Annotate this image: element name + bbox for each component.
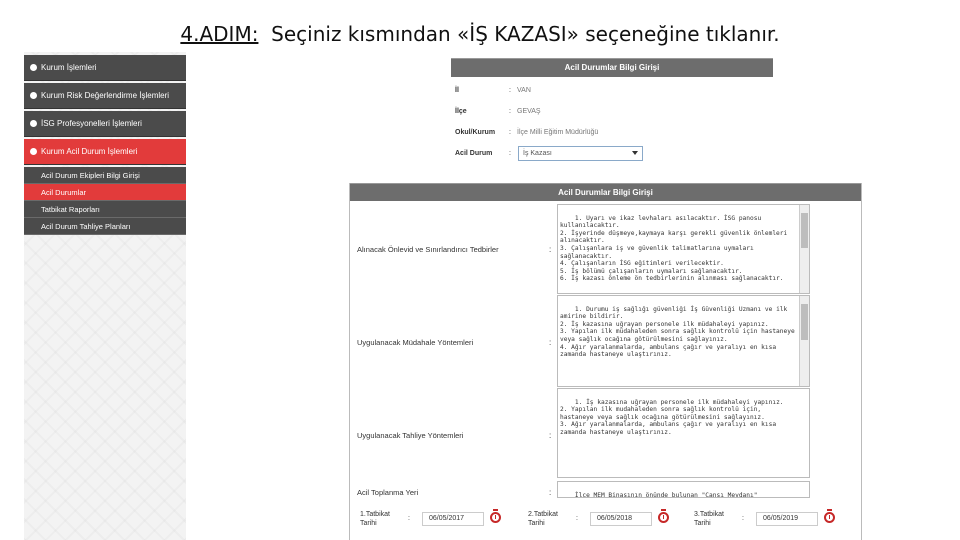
clock-icon[interactable] xyxy=(658,512,669,523)
field-value: VAN xyxy=(517,87,531,94)
sidebar-item-label: İSG Profesyonelleri İşlemleri xyxy=(41,119,142,128)
clock-icon[interactable] xyxy=(824,512,835,523)
drill-date-input[interactable]: 06/05/2018 xyxy=(590,512,652,526)
submenu-label: Tatbikat Raporları xyxy=(41,204,100,214)
drill-label-line1: 3.Tatbikat xyxy=(694,511,724,518)
measures-label: Alınacak Önlevid ve Sınırlandırıcı Tedbirler xyxy=(357,245,499,254)
panel-header: Acil Durumlar Bilgi Girişi xyxy=(350,183,861,201)
minus-circle-icon xyxy=(30,148,37,155)
field-acil-durum xyxy=(451,144,773,165)
sidebar-item-acil-durum[interactable] xyxy=(24,139,186,165)
field-okul-kurum xyxy=(451,123,773,144)
colon: : xyxy=(509,150,511,157)
scrollbar[interactable] xyxy=(799,205,809,293)
drill-label-line2: Tarihi xyxy=(360,520,377,527)
measures-textarea[interactable] xyxy=(557,204,810,294)
step-instruction: Seçiniz kısmından «İŞ KAZASI» seçeneğine tıklanır. xyxy=(271,22,780,46)
drill-label-line1: 2.Tatbikat xyxy=(528,511,558,518)
textarea-content: İlçe MEM Binasının önünde bulunan "Cansı Meydanı" xyxy=(574,491,758,498)
drill-date-input[interactable]: 06/05/2017 xyxy=(422,512,484,526)
field-label: Okul/Kurum xyxy=(455,129,496,136)
drill-label-line1: 1.Tatbikat xyxy=(360,511,390,518)
sidebar-item-label: Kurum Risk Değerlendirme İşlemleri xyxy=(41,91,170,100)
submenu-item-tatbikat[interactable] xyxy=(24,201,186,218)
textarea-content: 1. Durumu iş sağlığı güvenliği İş Güvenliği Uzmanı ve ilk amirine bildirir. 2. İş kazasına uğrayan personele ilk müdahaleyi yapınız. 3. Yapılan ilk müdahaleden sonra sağlık kontrolü için hastaneye veya sağlık ocağına götürülmesini sağlayınız. 4. Ağır yaralanmalarda, ambulans çağır ve yaralıyı en kısa zamanda hastaneye ulaştırınız. xyxy=(560,305,795,359)
intervention-textarea[interactable] xyxy=(557,295,810,387)
slide-title xyxy=(0,22,960,46)
sidebar-item-isg[interactable] xyxy=(24,111,186,137)
colon: : xyxy=(509,108,511,115)
emergency-info-form-bottom xyxy=(349,183,862,540)
colon: : xyxy=(742,515,744,522)
submenu-label: Acil Durumlar xyxy=(41,187,87,197)
submenu-item-tahliye[interactable] xyxy=(24,218,186,235)
submenu-label: Acil Durum Tahliye Planları xyxy=(41,221,131,231)
colon: : xyxy=(549,338,552,347)
colon: : xyxy=(576,515,578,522)
submenu-item-acil-durumlar[interactable] xyxy=(24,184,186,201)
drill-label-line2: Tarihi xyxy=(694,520,711,527)
step-label: 4.ADIM: xyxy=(180,22,259,46)
assembly-label: Acil Toplanma Yeri xyxy=(357,488,419,497)
assembly-textarea[interactable] xyxy=(557,481,810,498)
field-label: Acil Durum xyxy=(455,150,493,157)
scrollbar-thumb[interactable] xyxy=(801,213,808,248)
plus-circle-icon xyxy=(30,92,37,99)
colon: : xyxy=(509,129,511,136)
scrollbar[interactable] xyxy=(799,296,809,386)
submenu-item-ekipler[interactable] xyxy=(24,167,186,184)
sidebar-item-label: Kurum Acil Durum İşlemleri xyxy=(41,147,138,156)
drill-label-line2: Tarihi xyxy=(528,520,545,527)
sidebar-item-risk[interactable] xyxy=(24,83,186,109)
evacuation-label: Uygulanacak Tahliye Yöntemleri xyxy=(357,431,464,440)
evacuation-textarea[interactable] xyxy=(557,388,810,478)
colon: : xyxy=(549,431,552,440)
sidebar xyxy=(24,52,186,235)
select-value: İş Kazası xyxy=(523,150,552,157)
drill-date-input[interactable]: 06/05/2019 xyxy=(756,512,818,526)
textarea-content: 1. Uyarı ve ikaz levhaları asılacaktır. İSG panosu kullanılacaktır. 2. İşyerinde düşmeye,kaymaya karşı gerekli güvenlik önlemleri alınacaktır. 3. Çalışanlara iş ve güvenlik talimatlarına uymaları sağlanacaktır. 4. Çalışanların İSG eğitimleri verilecektir. 5. İş bölümü çalışanların uymaları sağlanacaktır. 6. İş kazası önleme ön tedbirlerinin alınması sağlanacaktır. xyxy=(560,214,788,283)
field-ilce xyxy=(451,102,773,123)
submenu-label: Acil Durum Ekipleri Bilgi Girişi xyxy=(41,170,140,180)
field-label: İlçe xyxy=(455,108,467,115)
colon: : xyxy=(408,515,410,522)
colon: : xyxy=(549,245,552,254)
intervention-label: Uygulanacak Müdahale Yöntemleri xyxy=(357,338,474,347)
field-value: GEVAŞ xyxy=(517,108,541,115)
field-value: İlçe Milli Eğitim Müdürlüğü xyxy=(517,129,599,136)
chevron-down-icon xyxy=(632,151,638,155)
field-label: İl xyxy=(455,87,459,94)
drill-date-label xyxy=(360,510,402,528)
colon: : xyxy=(549,488,552,497)
clock-icon[interactable] xyxy=(490,512,501,523)
plus-circle-icon xyxy=(30,120,37,127)
emergency-info-form-top xyxy=(451,58,773,165)
field-il xyxy=(451,81,773,102)
emergency-type-select[interactable] xyxy=(518,146,643,161)
textarea-content: 1. İş kazasına uğrayan personele ilk müdahaleyi yapınız. 2. Yapılan ilk mudahaleden sonra sağlık kontrolü için, hastaneye veya sağlık ocağına götürülmesini sağlayınız. 3. Ağır yaralanmalarda, ambulans çağır ve yaralıyı en kısa zamanda hastaneye ulaştırınız. xyxy=(560,398,784,436)
plus-circle-icon xyxy=(30,64,37,71)
panel-header: Acil Durumlar Bilgi Girişi xyxy=(451,58,773,77)
scrollbar-thumb[interactable] xyxy=(801,304,808,340)
colon: : xyxy=(509,87,511,94)
drill-date-label xyxy=(528,510,570,528)
drill-date-label xyxy=(694,510,736,528)
sidebar-item-label: Kurum İşlemleri xyxy=(41,63,97,72)
sidebar-item-kurum-islemleri[interactable] xyxy=(24,55,186,81)
